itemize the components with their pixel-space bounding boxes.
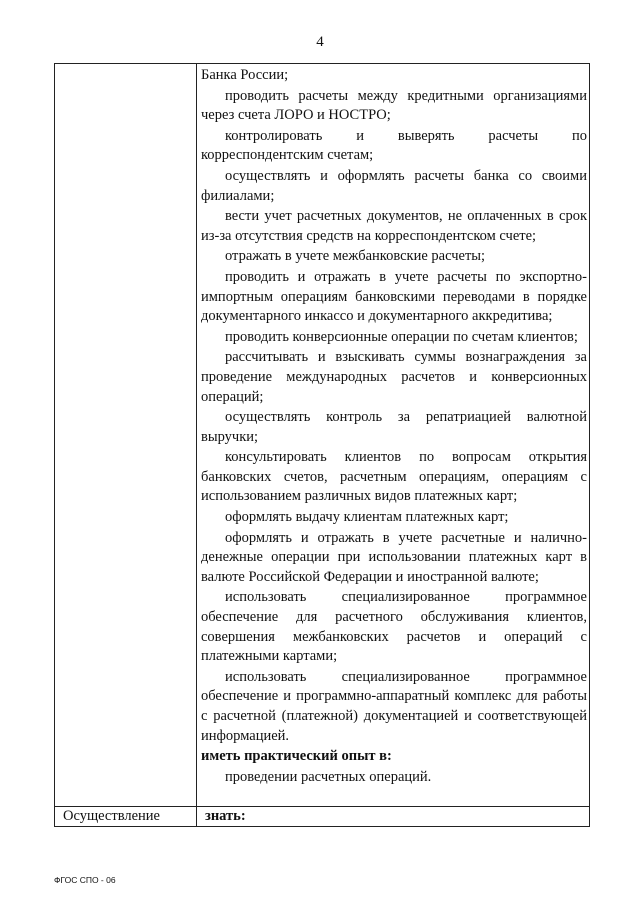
- list-item: консультировать клиентов по вопросам открытия банковских счетов, расчетным операциям, операциям с использованием различных видов платежных карт;: [201, 449, 587, 505]
- page-number: 4: [316, 34, 324, 50]
- list-item: отражать в учете межбанковские расчеты;: [225, 248, 486, 265]
- list-item: использовать специализированное программное обеспечение для расчетного обслуживания клиентов, совершения межбанковских расчетов и операций с платежными картами;: [201, 589, 587, 665]
- document-table: [54, 63, 590, 827]
- next-row-label: Осуществление: [63, 808, 160, 824]
- skills-cell: [201, 66, 587, 788]
- list-item: оформлять выдачу клиентам платежных карт;: [225, 509, 509, 526]
- row-divider: [55, 806, 589, 807]
- column-divider: [196, 64, 197, 826]
- continued-text: Банка России;: [201, 67, 289, 83]
- list-item: рассчитывать и взыскивать суммы вознаграждения за проведение международных расчетов и конверсионных операций;: [201, 349, 587, 405]
- know-heading: знать:: [205, 808, 246, 824]
- list-item: использовать специализированное программное обеспечение и программно-аппаратный комплекс для работы с расчетной (платежной) документацией и соответствующей информацией.: [201, 668, 587, 744]
- list-item: вести учет расчетных документов, не оплаченных в срок из-за отсутствия средств на корреспондентском счете;: [201, 208, 587, 244]
- list-item: оформлять и отражать в учете расчетные и налично-денежные операции при использовании платежных карт в валюте Российской Федерации и иностранной валюте;: [201, 529, 587, 585]
- list-item: контролировать и выверять расчеты по корреспондентским счетам;: [201, 127, 587, 164]
- experience-item: проведении расчетных операций.: [225, 768, 432, 785]
- list-item: проводить и отражать в учете расчеты по экспортно-импортным операциям банковскими переводами в порядке документарного инкассо и документарного аккредитива;: [201, 268, 587, 325]
- list-item: осуществлять контроль за репатриацией валютной выручки;: [201, 409, 587, 445]
- list-item: проводить расчеты между кредитными организациями через счета ЛОРО и НОСТРО;: [201, 87, 587, 124]
- footer-code: ФГОС СПО - 06: [54, 875, 116, 885]
- experience-heading: иметь практический опыт в:: [201, 748, 392, 765]
- list-item: осуществлять и оформлять расчеты банка со своими филиалами;: [201, 167, 587, 204]
- list-item: проводить конверсионные операции по счетам клиентов;: [225, 328, 578, 345]
